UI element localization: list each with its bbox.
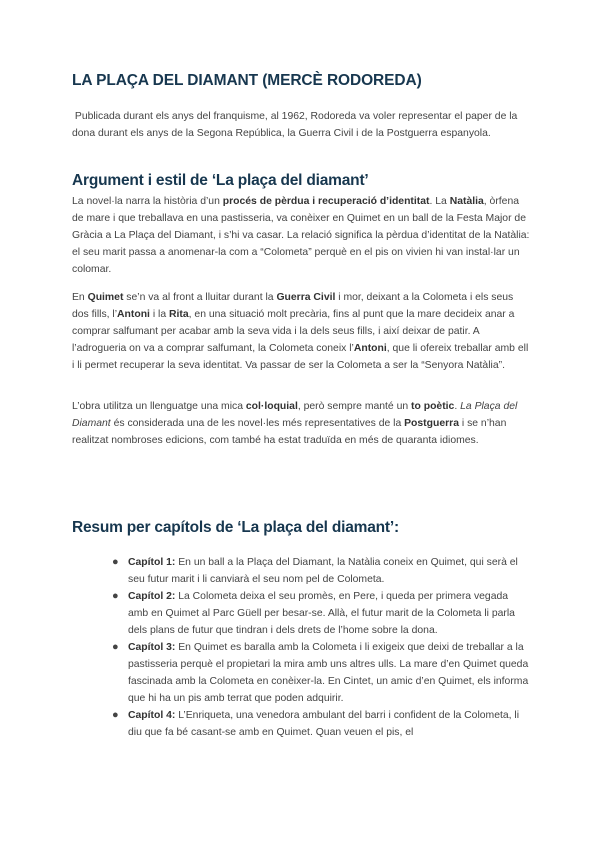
text-run: . bbox=[454, 401, 461, 412]
bullet-icon: ● bbox=[112, 556, 119, 568]
text-run: L’obra utilitza un llenguatge una mica bbox=[72, 401, 246, 412]
list-item bbox=[72, 707, 530, 741]
list-item bbox=[72, 588, 530, 639]
bold-run: Rita bbox=[169, 309, 189, 320]
paragraph-style bbox=[72, 398, 530, 449]
text-run: és considerada una de les novel·les més representatives de la bbox=[110, 418, 405, 429]
bullet-icon: ● bbox=[112, 590, 119, 602]
bold-run: Natàlia bbox=[449, 196, 484, 207]
page-title: LA PLAÇA DEL DIAMANT (MERCÈ RODOREDA) bbox=[72, 72, 422, 89]
paragraph-war bbox=[72, 289, 530, 374]
text-run: , òrfena de mare i que treballava en una pastisseria, va conèixer en Quimet en un ball de la Festa Major de Gràcia a La Plaça del Diamant, i s’hi va casar. La relació significa la pèrdua d’identitat de la Natàlia: el seu marit passa a anomenar-la com a “Colometa” perquè en el pis on vivien hi van instal·lar un colomar. bbox=[72, 196, 530, 275]
chapter-text: En Quimet es baralla amb la Colometa i li exigeix que deixi de treballar a la pastisseria perquè el propietari la mira amb uns altres ulls. La mare d’en Quimet queda fascinada amb la Colometa en conèixer-la. En Cintet, un amic d’en Quimet, els informa que hi ha un pis amb terrat que poden adquirir. bbox=[128, 642, 529, 704]
list-item bbox=[72, 639, 530, 707]
bullet-icon: ● bbox=[112, 709, 119, 721]
text-run: i mor, deixant a la Colometa i els seus dos fills, l’ bbox=[72, 292, 514, 320]
intro-text: Publicada durant els anys del franquisme, al 1962, Rodoreda va voler representar el paper de la dona durant els anys de la Segona República, la Guerra Civil i de la Postguerra espanyola. bbox=[72, 111, 518, 139]
intro-paragraph bbox=[72, 108, 530, 142]
chapter-text: En un ball a la Plaça del Diamant, la Natàlia coneix en Quimet, qui serà el seu futur marit i li canviarà el seu nom pel de Colometa. bbox=[128, 557, 518, 585]
chapter-list bbox=[72, 554, 530, 741]
section-heading-chapters: Resum per capítols de ‘La plaça del diamant’: bbox=[72, 519, 399, 536]
text-run: se’n va al front a lluitar durant la bbox=[123, 292, 277, 303]
text-run: . La bbox=[429, 196, 450, 207]
bold-run: procés de pèrdua i recuperació d’identitat bbox=[222, 196, 430, 207]
text-run: , però sempre manté un bbox=[297, 401, 412, 412]
text-run: i se n’han realitzat nombroses edicions, com també ha estat traduïda en més de quaranta idiomes. bbox=[72, 418, 507, 446]
bold-run: col·loquial bbox=[245, 401, 298, 412]
bold-run: Quimet bbox=[87, 292, 124, 303]
text-run: La novel·la narra la història d’un bbox=[72, 196, 223, 207]
chapter-text: La Colometa deixa el seu promès, en Pere, i queda per primera vegada amb en Quimet al Parc Güell per besar-se. Allà, el futur marit de la Colometa li parla dels plans de futur que tindran i dels drets de l’home sobre la dona. bbox=[128, 591, 515, 636]
bold-run: Antoni bbox=[117, 309, 150, 320]
list-item bbox=[72, 554, 530, 588]
chapter-text: L’Enriqueta, una venedora ambulant del barri i confident de la Colometa, li diu que fa bé casant-se amb en Quimet. Quan veuen el pis, el bbox=[128, 710, 520, 738]
chapter-label: Capítol 4: bbox=[128, 710, 176, 721]
text-run: , en una situació molt precària, fins al punt que la mare decideix anar a comprar salfumant per acabar amb la seva vida i la dels seus fills, i així deixar de patir. A l’adrogueria on va a comprar salfumant, la Colometa coneix l’ bbox=[72, 309, 515, 354]
bold-run: Guerra Civil bbox=[276, 292, 336, 303]
bold-run: to poètic bbox=[411, 401, 455, 412]
chapter-label: Capítol 2: bbox=[128, 591, 176, 602]
chapter-label: Capítol 1: bbox=[128, 557, 176, 568]
text-run: i la bbox=[149, 309, 170, 320]
italic-run: La Plaça del Diamant bbox=[72, 401, 518, 429]
section-heading-argument: Argument i estil de ‘La plaça del diamant’ bbox=[72, 172, 369, 189]
text-run: En bbox=[72, 292, 88, 303]
bullet-icon: ● bbox=[112, 641, 119, 653]
bold-run: Postguerra bbox=[404, 418, 459, 429]
paragraph-plot bbox=[72, 193, 530, 278]
text-run: , que li ofereix treballar amb ell i li permet recuperar la seva identitat. Va passar de ser la Colometa a ser la “Senyora Natàlia”. bbox=[72, 343, 529, 371]
bold-run: Antoni bbox=[353, 343, 387, 354]
chapter-label: Capítol 3: bbox=[128, 642, 176, 653]
